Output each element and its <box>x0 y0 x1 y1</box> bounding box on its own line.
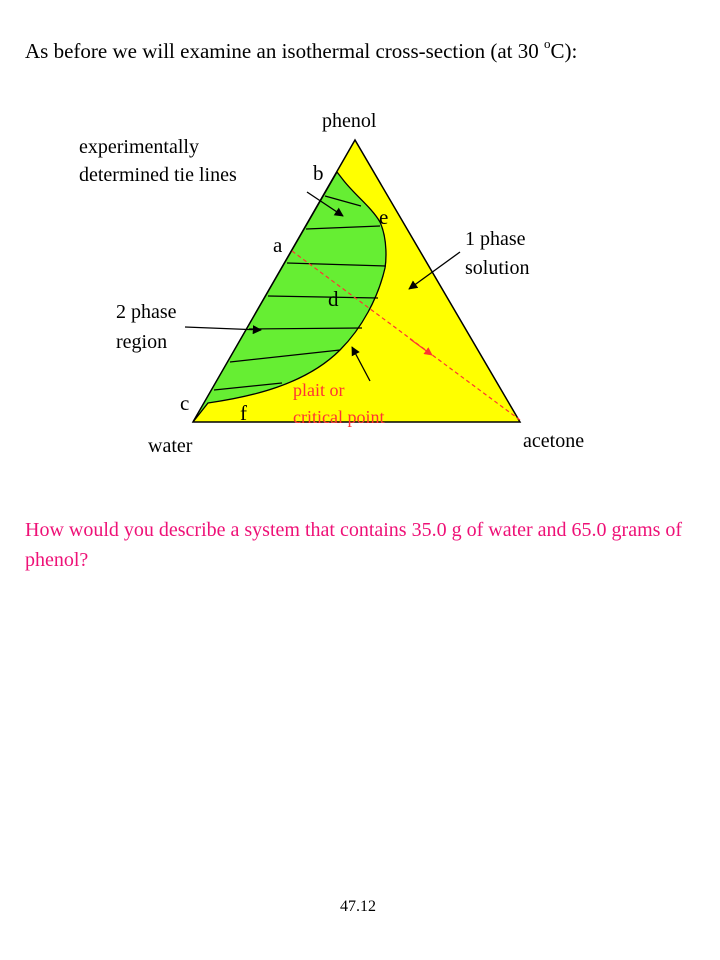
question-text: How would you describe a system that contains 35.0 g of water and 65.0 grams of phenol? <box>25 519 683 571</box>
point-label-a: a <box>273 233 283 257</box>
heading-text: As before we will examine an isothermal cross-section (at 30 <box>25 39 545 63</box>
plait-point-label: critical point <box>293 407 385 427</box>
point-label-e: e <box>379 205 389 229</box>
page-number: 47.12 <box>340 898 376 915</box>
plait-point-label: plait or <box>293 380 345 400</box>
degree-superscript: o <box>544 36 551 51</box>
point-label-b: b <box>313 161 324 185</box>
vertex-label-phenol: phenol <box>322 110 377 132</box>
two-phase-label: region <box>116 331 168 353</box>
vertex-label-water: water <box>148 435 193 457</box>
tie-lines-label: determined tie lines <box>79 164 237 186</box>
two-phase-label: 2 phase <box>116 301 177 323</box>
one-phase-label: 1 phase <box>465 228 526 250</box>
vertex-label-acetone: acetone <box>523 430 585 452</box>
one-phase-label: solution <box>465 257 530 279</box>
point-label-d: d <box>328 287 339 311</box>
point-label-c: c <box>180 391 190 415</box>
heading-text-end: C): <box>550 39 578 63</box>
point-label-f: f <box>240 401 247 425</box>
tie-lines-label: experimentally <box>79 136 199 158</box>
